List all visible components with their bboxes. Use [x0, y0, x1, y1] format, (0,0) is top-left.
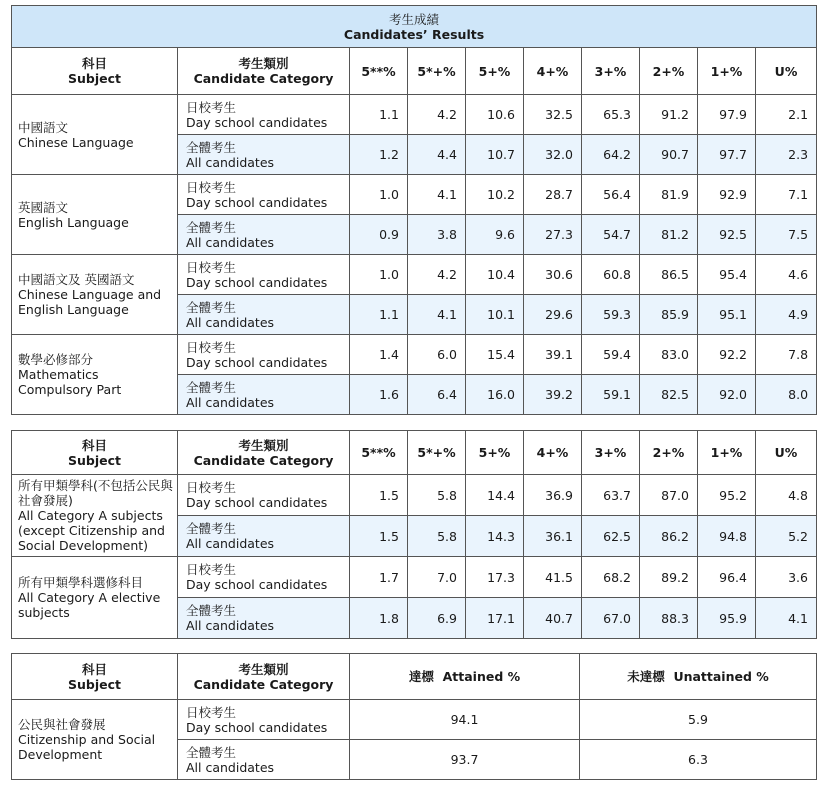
subject-header: 科目 Subject	[12, 48, 178, 95]
category-header: 考生類別 Candidate Category	[178, 48, 350, 95]
subject-header: 科目 Subject	[12, 431, 178, 475]
subject-cell: 數學必修部分 Mathematics Compulsory Part	[12, 335, 178, 415]
value-cell: 14.4	[466, 475, 524, 516]
value-cell: 3.8	[408, 215, 466, 255]
category-header: 考生類別 Candidate Category	[178, 431, 350, 475]
value-cell: 92.0	[698, 375, 756, 415]
grade-header: 5**%	[350, 431, 408, 475]
grade-header: 1+%	[698, 48, 756, 95]
value-cell: 1.8	[350, 598, 408, 639]
value-cell: 97.7	[698, 135, 756, 175]
value-cell: 10.2	[466, 175, 524, 215]
value-cell: 64.2	[582, 135, 640, 175]
value-cell: 95.2	[698, 475, 756, 516]
value-cell: 95.1	[698, 295, 756, 335]
value-cell: 5.8	[408, 516, 466, 557]
value-cell: 7.1	[756, 175, 817, 215]
value-cell: 95.4	[698, 255, 756, 295]
value-cell: 32.0	[524, 135, 582, 175]
value-cell: 89.2	[640, 557, 698, 598]
value-cell: 6.4	[408, 375, 466, 415]
category-header: 考生類別 Candidate Category	[178, 654, 350, 700]
value-cell: 1.2	[350, 135, 408, 175]
value-cell: 7.8	[756, 335, 817, 375]
value-cell: 27.3	[524, 215, 582, 255]
table-row	[12, 557, 817, 598]
value-cell: 83.0	[640, 335, 698, 375]
grade-header: 5+%	[466, 48, 524, 95]
value-cell: 36.1	[524, 516, 582, 557]
value-cell: 0.9	[350, 215, 408, 255]
grade-header: 3+%	[582, 48, 640, 95]
value-cell: 7.0	[408, 557, 466, 598]
title-zh: 考生成績	[389, 11, 440, 27]
value-cell: 5.9	[580, 700, 817, 740]
value-cell: 41.5	[524, 557, 582, 598]
value-cell: 10.4	[466, 255, 524, 295]
value-cell: 1.1	[350, 95, 408, 135]
value-cell: 3.6	[756, 557, 817, 598]
table-row	[12, 255, 817, 295]
value-cell: 36.9	[524, 475, 582, 516]
value-cell: 90.7	[640, 135, 698, 175]
grade-header: 4+%	[524, 48, 582, 95]
grade-header: U%	[756, 431, 817, 475]
value-cell: 1.0	[350, 255, 408, 295]
value-cell: 4.2	[408, 95, 466, 135]
value-cell: 30.6	[524, 255, 582, 295]
value-cell: 62.5	[582, 516, 640, 557]
grade-header: 2+%	[640, 431, 698, 475]
value-cell: 5.8	[408, 475, 466, 516]
value-cell: 4.1	[408, 175, 466, 215]
subject-cell: 中國語文 Chinese Language	[12, 95, 178, 175]
results-table-category-a	[11, 430, 817, 639]
value-cell: 1.5	[350, 475, 408, 516]
table-title-row	[12, 6, 817, 48]
header-row	[12, 654, 817, 700]
subject-cell: 英國語文 English Language	[12, 175, 178, 255]
value-cell: 59.4	[582, 335, 640, 375]
value-cell: 92.9	[698, 175, 756, 215]
category-cell: 全體考生 All candidates	[178, 375, 350, 415]
value-cell: 4.6	[756, 255, 817, 295]
value-cell: 4.4	[408, 135, 466, 175]
value-cell: 14.3	[466, 516, 524, 557]
value-cell: 86.5	[640, 255, 698, 295]
category-cell: 全體考生 All candidates	[178, 215, 350, 255]
value-cell: 81.2	[640, 215, 698, 255]
title-en: Candidates’ Results	[343, 26, 485, 42]
value-cell: 4.1	[756, 598, 817, 639]
table-row	[12, 335, 817, 375]
grade-header: 4+%	[524, 431, 582, 475]
value-cell: 1.0	[350, 175, 408, 215]
unattained-header: 未達標 Unattained %	[580, 654, 817, 700]
table-row	[12, 175, 817, 215]
value-cell: 59.3	[582, 295, 640, 335]
value-cell: 15.4	[466, 335, 524, 375]
results-table-csd	[11, 653, 817, 780]
value-cell: 29.6	[524, 295, 582, 335]
value-cell: 63.7	[582, 475, 640, 516]
value-cell: 6.0	[408, 335, 466, 375]
category-cell: 日校考生 Day school candidates	[178, 335, 350, 375]
grade-header: U%	[756, 48, 817, 95]
category-cell: 全體考生 All candidates	[178, 295, 350, 335]
table1-body	[12, 95, 817, 415]
table-title	[12, 6, 817, 48]
header-row	[12, 431, 817, 475]
table2-body	[12, 475, 817, 639]
value-cell: 1.7	[350, 557, 408, 598]
value-cell: 86.2	[640, 516, 698, 557]
value-cell: 59.1	[582, 375, 640, 415]
table-row	[12, 475, 817, 516]
subject-header: 科目 Subject	[12, 654, 178, 700]
value-cell: 68.2	[582, 557, 640, 598]
value-cell: 96.4	[698, 557, 756, 598]
category-cell: 日校考生 Day school candidates	[178, 557, 350, 598]
attained-header: 達標 Attained %	[350, 654, 580, 700]
category-cell: 日校考生 Day school candidates	[178, 255, 350, 295]
value-cell: 91.2	[640, 95, 698, 135]
subject-cell: 所有甲類學科(不包括公民與社會發展) All Category A subjects (except Citizenship and Social Development)	[12, 475, 178, 557]
value-cell: 94.8	[698, 516, 756, 557]
value-cell: 7.5	[756, 215, 817, 255]
value-cell: 17.3	[466, 557, 524, 598]
value-cell: 10.1	[466, 295, 524, 335]
value-cell: 92.2	[698, 335, 756, 375]
value-cell: 6.3	[580, 740, 817, 780]
header-row	[12, 48, 817, 95]
value-cell: 65.3	[582, 95, 640, 135]
table-row	[12, 700, 817, 740]
value-cell: 4.8	[756, 475, 817, 516]
grade-header: 2+%	[640, 48, 698, 95]
category-cell: 全體考生 All candidates	[178, 598, 350, 639]
grade-header: 5+%	[466, 431, 524, 475]
value-cell: 16.0	[466, 375, 524, 415]
value-cell: 1.6	[350, 375, 408, 415]
value-cell: 85.9	[640, 295, 698, 335]
value-cell: 95.9	[698, 598, 756, 639]
category-cell: 日校考生 Day school candidates	[178, 475, 350, 516]
category-cell: 全體考生 All candidates	[178, 516, 350, 557]
value-cell: 39.2	[524, 375, 582, 415]
value-cell: 5.2	[756, 516, 817, 557]
value-cell: 94.1	[350, 700, 580, 740]
category-cell: 全體考生 All candidates	[178, 135, 350, 175]
value-cell: 39.1	[524, 335, 582, 375]
value-cell: 88.3	[640, 598, 698, 639]
subject-cell: 公民與社會發展 Citizenship and Social Development	[12, 700, 178, 780]
value-cell: 4.1	[408, 295, 466, 335]
value-cell: 92.5	[698, 215, 756, 255]
value-cell: 60.8	[582, 255, 640, 295]
subject-cell: 所有甲類學科選修科目 All Category A elective subjects	[12, 557, 178, 639]
value-cell: 6.9	[408, 598, 466, 639]
value-cell: 9.6	[466, 215, 524, 255]
value-cell: 56.4	[582, 175, 640, 215]
table-row	[12, 95, 817, 135]
grade-header: 5*+%	[408, 48, 466, 95]
category-cell: 全體考生 All candidates	[178, 740, 350, 780]
results-table-core	[11, 5, 817, 415]
value-cell: 4.2	[408, 255, 466, 295]
value-cell: 93.7	[350, 740, 580, 780]
value-cell: 17.1	[466, 598, 524, 639]
value-cell: 1.5	[350, 516, 408, 557]
value-cell: 4.9	[756, 295, 817, 335]
value-cell: 40.7	[524, 598, 582, 639]
value-cell: 81.9	[640, 175, 698, 215]
value-cell: 2.1	[756, 95, 817, 135]
grade-header: 1+%	[698, 431, 756, 475]
value-cell: 10.7	[466, 135, 524, 175]
category-cell: 日校考生 Day school candidates	[178, 700, 350, 740]
value-cell: 32.5	[524, 95, 582, 135]
category-cell: 日校考生 Day school candidates	[178, 95, 350, 135]
value-cell: 82.5	[640, 375, 698, 415]
value-cell: 1.1	[350, 295, 408, 335]
value-cell: 87.0	[640, 475, 698, 516]
value-cell: 67.0	[582, 598, 640, 639]
value-cell: 10.6	[466, 95, 524, 135]
value-cell: 2.3	[756, 135, 817, 175]
category-cell: 日校考生 Day school candidates	[178, 175, 350, 215]
grade-header: 3+%	[582, 431, 640, 475]
value-cell: 97.9	[698, 95, 756, 135]
value-cell: 54.7	[582, 215, 640, 255]
value-cell: 1.4	[350, 335, 408, 375]
value-cell: 8.0	[756, 375, 817, 415]
value-cell: 28.7	[524, 175, 582, 215]
grade-header: 5**%	[350, 48, 408, 95]
subject-cell: 中國語文及 英國語文 Chinese Language and English Language	[12, 255, 178, 335]
grade-header: 5*+%	[408, 431, 466, 475]
